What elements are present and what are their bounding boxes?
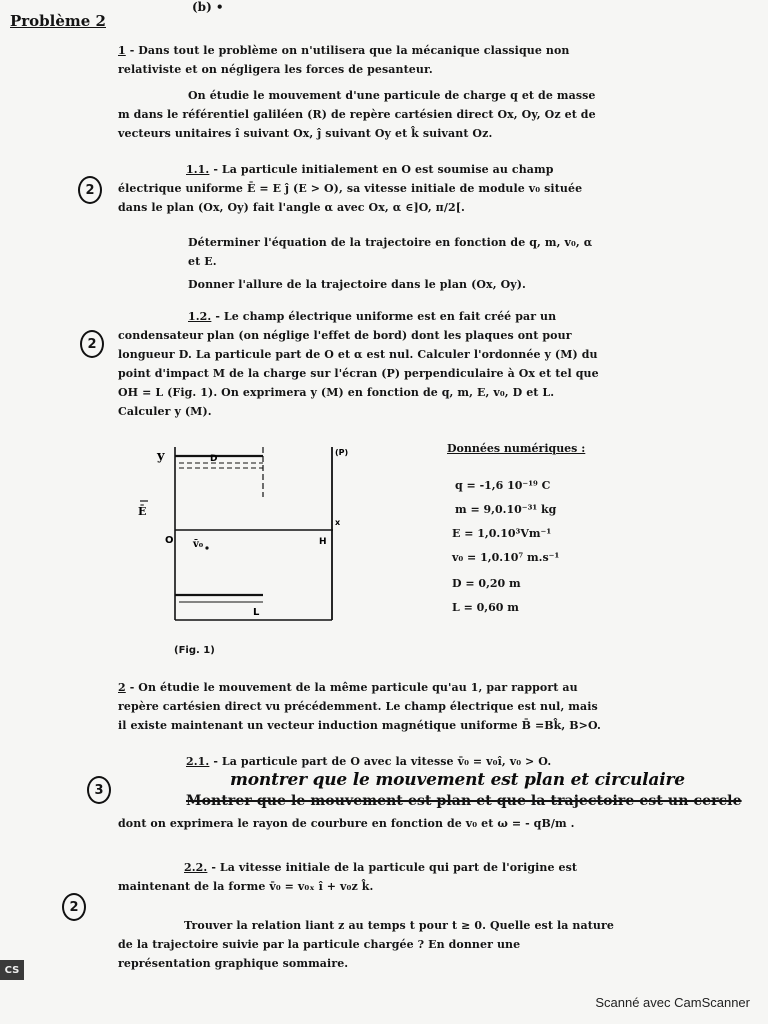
- figure-1-capacitor-diagram: [135, 435, 360, 635]
- problem-title: Problème 2: [10, 12, 106, 30]
- q21-continuation: dont on exprimera le rayon de courbure en fonction de v₀ et ω = - qB/m .: [118, 817, 575, 830]
- q22-statement: [118, 858, 614, 896]
- numerical-data-heading: Données numériques :: [447, 442, 586, 455]
- q22-text: - La vitesse initiale de la particule qui part de l'origine est maintenant de la forme v̄₀ = v₀ₓ î + v₀z k̂.: [118, 861, 578, 893]
- data-mass: m = 9,0.10⁻³¹ kg: [455, 503, 557, 516]
- part1-description: On étudie le mouvement d'une particule de charge q et de masse m dans le référentiel galiléen (R) de repère cartésien direct Ox, Oy, Oz et de vecteurs unitaires î suivant Ox, ĵ suivant Oy et k̂ suivant Oz.: [118, 89, 596, 140]
- points-circle-1-2: 2: [80, 330, 104, 358]
- part2-number: 2: [118, 681, 126, 694]
- label-e: Ē: [138, 505, 147, 518]
- q11-task-trajectory-shape: Donner l'allure de la trajectoire dans le plan (Ox, Oy).: [188, 278, 526, 291]
- label-y: y: [157, 449, 165, 464]
- points-circle-1-1: 2: [78, 176, 102, 204]
- handwritten-correction: montrer que le mouvement est plan et circulaire: [230, 770, 685, 790]
- data-l: L = 0,60 m: [452, 601, 519, 614]
- part2-statement: [118, 678, 608, 735]
- label-o: O: [165, 535, 174, 546]
- label-v0: v̄₀: [193, 539, 204, 550]
- data-charge: q = -1,6 10⁻¹⁹ C: [455, 479, 551, 492]
- label-p: (P): [335, 448, 349, 457]
- label-d: D: [210, 454, 218, 464]
- q11-task-trajectory-equation: Déterminer l'équation de la trajectoire en fonction de q, m, v₀, α et E.: [188, 236, 593, 268]
- points-circle-2-2: 2: [62, 893, 86, 921]
- q11-statement: [118, 160, 608, 217]
- data-d: D = 0,20 m: [452, 577, 521, 590]
- q21-text: - La particule part de O avec la vitesse v̄₀ = v₀î, v₀ > O.: [213, 755, 552, 768]
- q11-text: - La particule initialement en O est soumise au champ électrique uniforme Ē = E ĵ (E > O), sa vitesse initiale de module v₀ située dans le plan (Ox, Oy) fait l'angle α avec Ox, α ∈]O, π/2[.: [118, 163, 583, 214]
- q22-number: 2.2.: [184, 861, 208, 874]
- part2-text: - On étudie le mouvement de la même particule qu'au 1, par rapport au repère cartésien direct vu précédemment. Le champ électrique est nul, mais il existe maintenant un vecteur induction magnétique uniforme B̄ =Bk̂, B>O.: [118, 681, 601, 732]
- label-h: H: [319, 537, 327, 547]
- q12-number: 1.2.: [188, 310, 212, 323]
- top-mark: (b) •: [192, 0, 224, 14]
- label-x: x: [335, 518, 341, 527]
- q22-task: Trouver la relation liant z au temps t pour t ≥ 0. Quelle est la nature de la trajectoire suivie par la particule chargée ? En donner une représentation graphique sommaire.: [118, 919, 614, 970]
- q12-statement: [118, 307, 608, 421]
- struck-original-text: Montrer que le mouvement est plan et que la trajectoire est un cercle: [186, 793, 742, 809]
- points-circle-2-1: 3: [87, 776, 111, 804]
- scanner-watermark: Scanné avec CamScanner: [595, 995, 750, 1010]
- data-field: E = 1,0.10³Vm⁻¹: [452, 527, 552, 540]
- camscanner-logo: CS: [0, 960, 24, 980]
- data-velocity: v₀ = 1,0.10⁷ m.s⁻¹: [452, 551, 560, 564]
- part1-number: 1: [118, 44, 126, 57]
- figure-caption: (Fig. 1): [174, 645, 215, 656]
- q11-number: 1.1.: [186, 163, 210, 176]
- v0-dot: [205, 546, 208, 549]
- q12-text: - Le champ électrique uniforme est en fait créé par un condensateur plan (on néglige l'effet de bord) dont les plaques ont pour longueur D. La particule part de O et α est nul. Calculer l'ordonnée y (M) du point d'impact M de la charge sur l'écran (P) perpendiculaire à Ox et tel que OH = L (Fig. 1). On exprimera y (M) en fonction de q, m, E, v₀, D et L. Calculer y (M).: [118, 310, 599, 418]
- label-l: L: [253, 607, 260, 618]
- part1-intro: [118, 41, 608, 79]
- q21-number: 2.1.: [186, 755, 210, 768]
- part1-intro-text: - Dans tout le problème on n'utilisera que la mécanique classique non relativiste et on négligera les forces de pesanteur.: [118, 44, 570, 76]
- q21-statement: [186, 752, 616, 771]
